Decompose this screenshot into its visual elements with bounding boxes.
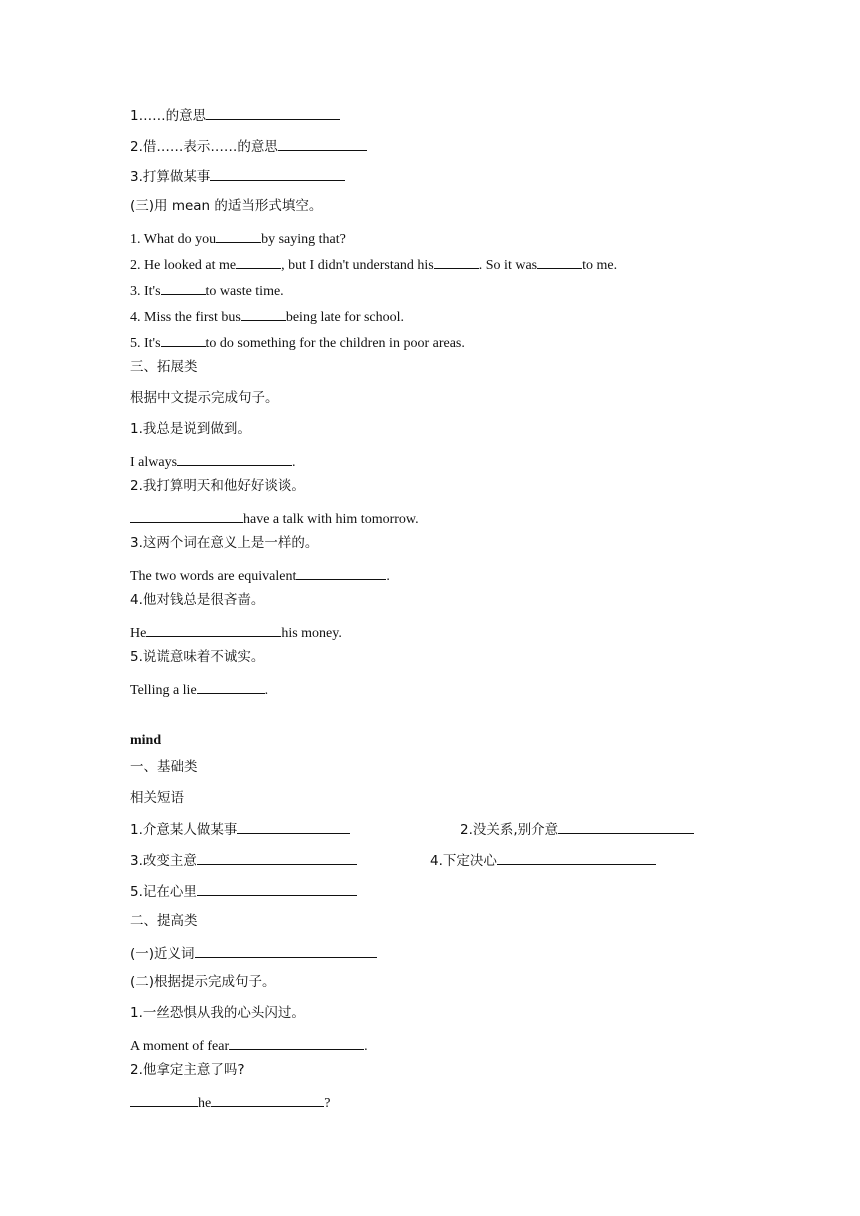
fill-line: 3. It's to waste time. — [130, 281, 284, 300]
english-line: have a talk with him tomorrow. — [130, 509, 419, 528]
fill-line: 2. He looked at me , but I didn't understand his . So it was to me. — [130, 255, 617, 274]
chinese-prompt: 1.一丝恐惧从我的心头闪过。 — [130, 1005, 305, 1021]
subheading: (二)根据提示完成句子。 — [130, 974, 276, 990]
english-line: He his money. — [130, 623, 342, 642]
answer-blank[interactable] — [161, 333, 206, 347]
phrase-line: 3.改变主意 — [130, 851, 357, 869]
answer-blank[interactable] — [241, 307, 286, 321]
chinese-prompt: 5.说谎意味着不诚实。 — [130, 649, 265, 665]
english-line: he ? — [130, 1093, 330, 1112]
chinese-prompt: 2.他拿定主意了吗? — [130, 1062, 245, 1078]
answer-blank[interactable] — [229, 1036, 364, 1050]
answer-blank[interactable] — [434, 255, 479, 269]
phrase-line: 4.下定决心 — [430, 851, 656, 869]
answer-blank[interactable] — [211, 1093, 324, 1107]
answer-blank[interactable] — [537, 255, 582, 269]
chinese-prompt: 2.我打算明天和他好好谈谈。 — [130, 478, 305, 494]
answer-blank[interactable] — [197, 680, 265, 694]
answer-blank[interactable] — [177, 452, 292, 466]
subheading: 相关短语 — [130, 790, 184, 806]
section-heading: (三)用 mean 的适当形式填空。 — [130, 198, 323, 214]
chinese-prompt: 3.这两个词在意义上是一样的。 — [130, 535, 319, 551]
section-heading: 三、拓展类 — [130, 359, 198, 375]
answer-blank[interactable] — [130, 1093, 198, 1107]
english-line: Telling a lie . — [130, 680, 268, 699]
answer-blank[interactable] — [210, 167, 345, 181]
answer-blank[interactable] — [558, 820, 694, 834]
answer-blank[interactable] — [236, 255, 281, 269]
english-line: I always . — [130, 452, 296, 471]
english-line: The two words are equivalent . — [130, 566, 390, 585]
phrase-line: 1……的意思 — [130, 106, 340, 124]
phrase-line: 2.借……表示……的意思 — [130, 137, 367, 155]
answer-blank[interactable] — [216, 229, 261, 243]
instruction: 根据中文提示完成句子。 — [130, 390, 279, 406]
section-heading: 一、基础类 — [130, 759, 198, 775]
fill-line: 4. Miss the first bus being late for school. — [130, 307, 404, 326]
answer-blank[interactable] — [497, 851, 656, 865]
chinese-prompt: 4.他对钱总是很吝啬。 — [130, 592, 265, 608]
phrase-line: 5.记在心里 — [130, 882, 357, 900]
phrase-line: 3.打算做某事 — [130, 167, 345, 185]
answer-blank[interactable] — [278, 137, 367, 151]
answer-blank[interactable] — [206, 106, 340, 120]
answer-blank[interactable] — [130, 509, 243, 523]
section-heading: 二、提高类 — [130, 913, 198, 929]
answer-blank[interactable] — [161, 281, 206, 295]
word-title: mind — [130, 733, 162, 748]
fill-line: 1. What do you by saying that? — [130, 229, 346, 248]
phrase-line: 1.介意某人做某事 — [130, 820, 350, 838]
english-line: A moment of fear . — [130, 1036, 368, 1055]
answer-blank[interactable] — [146, 623, 281, 637]
phrase-line: (一)近义词 — [130, 944, 377, 962]
fill-line: 5. It's to do something for the children in poor areas. — [130, 333, 465, 352]
answer-blank[interactable] — [237, 820, 350, 834]
answer-blank[interactable] — [296, 566, 386, 580]
chinese-prompt: 1.我总是说到做到。 — [130, 421, 251, 437]
answer-blank[interactable] — [195, 944, 377, 958]
phrase-line: 2.没关系,别介意 — [460, 820, 694, 838]
answer-blank[interactable] — [197, 882, 357, 896]
answer-blank[interactable] — [197, 851, 357, 865]
